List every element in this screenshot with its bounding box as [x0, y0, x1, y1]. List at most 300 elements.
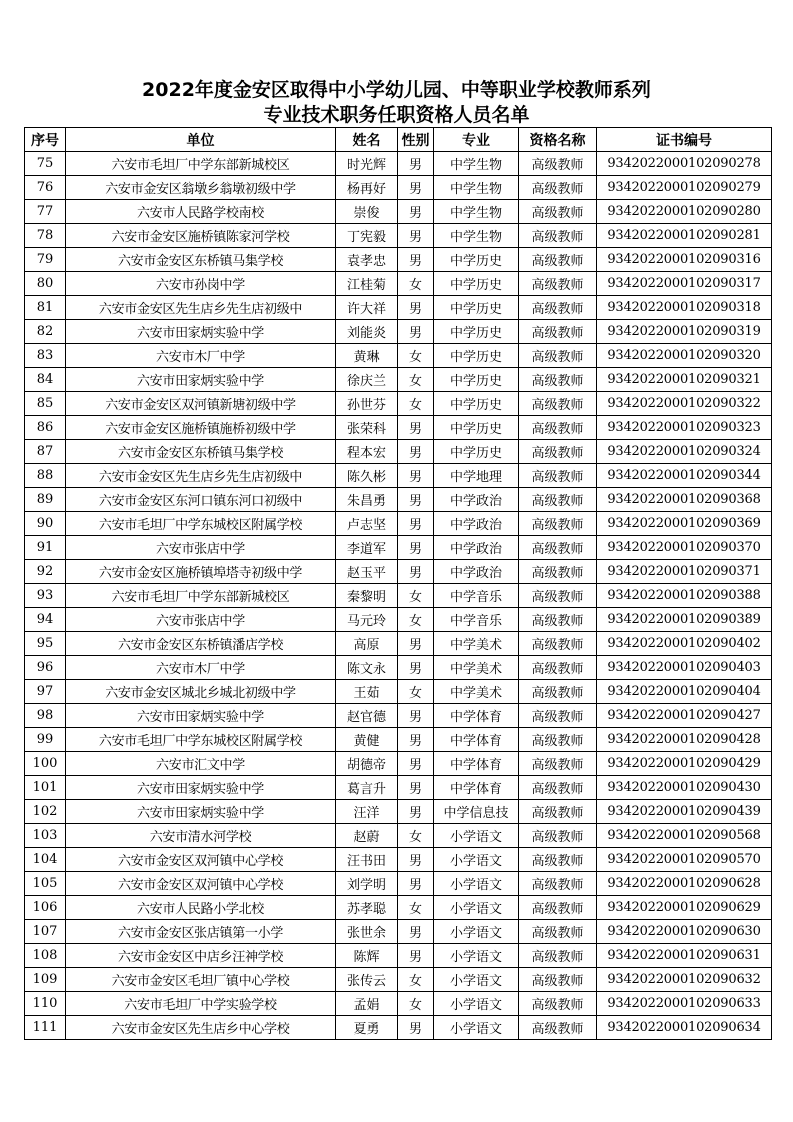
cell-qualification: 高级教师 [519, 152, 597, 176]
cell-certificate: 9342022000102090317 [597, 272, 772, 296]
cell-gender: 男 [398, 560, 434, 584]
cell-unit: 六安市毛坦厂中学东城校区附属学校 [66, 728, 336, 752]
cell-seq: 110 [25, 992, 66, 1016]
cell-certificate: 9342022000102090324 [597, 440, 772, 464]
cell-name: 时光辉 [336, 152, 398, 176]
cell-qualification: 高级教师 [519, 560, 597, 584]
cell-qualification: 高级教师 [519, 320, 597, 344]
cell-seq: 93 [25, 584, 66, 608]
table-row [25, 152, 772, 176]
cell-unit: 六安市金安区施桥镇陈家河学校 [66, 224, 336, 248]
cell-qualification: 高级教师 [519, 968, 597, 992]
cell-unit: 六安市毛坦厂中学实验学校 [66, 992, 336, 1016]
cell-name: 袁孝忠 [336, 248, 398, 272]
cell-qualification: 高级教师 [519, 392, 597, 416]
cell-seq: 101 [25, 776, 66, 800]
document-title: 2022年度金安区取得中小学幼儿园、中等职业学校教师系列 [142, 79, 651, 101]
cell-name: 胡德帝 [336, 752, 398, 776]
cell-major: 中学体育 [434, 728, 519, 752]
table-row [25, 296, 772, 320]
cell-certificate: 9342022000102090320 [597, 344, 772, 368]
cell-certificate: 9342022000102090429 [597, 752, 772, 776]
cell-gender: 男 [398, 752, 434, 776]
table-row [25, 560, 772, 584]
cell-major: 小学语文 [434, 896, 519, 920]
cell-qualification: 高级教师 [519, 656, 597, 680]
cell-gender: 男 [398, 632, 434, 656]
cell-qualification: 高级教师 [519, 872, 597, 896]
cell-qualification: 高级教师 [519, 632, 597, 656]
cell-certificate: 9342022000102090388 [597, 584, 772, 608]
table-row [25, 992, 772, 1016]
cell-certificate: 9342022000102090322 [597, 392, 772, 416]
cell-unit: 六安市毛坦厂中学东部新城校区 [66, 152, 336, 176]
cell-gender: 男 [398, 536, 434, 560]
cell-gender: 女 [398, 344, 434, 368]
cell-major: 中学历史 [434, 248, 519, 272]
cell-name: 王茹 [336, 680, 398, 704]
table-row [25, 872, 772, 896]
cell-qualification: 高级教师 [519, 728, 597, 752]
cell-seq: 81 [25, 296, 66, 320]
table-body [25, 152, 772, 1040]
cell-qualification: 高级教师 [519, 248, 597, 272]
cell-seq: 88 [25, 464, 66, 488]
cell-major: 中学历史 [434, 320, 519, 344]
cell-major: 小学语文 [434, 872, 519, 896]
cell-certificate: 9342022000102090428 [597, 728, 772, 752]
header-qualification: 资格名称 [519, 128, 597, 152]
cell-certificate: 9342022000102090632 [597, 968, 772, 992]
cell-certificate: 9342022000102090319 [597, 320, 772, 344]
cell-unit: 六安市金安区东桥镇潘店学校 [66, 632, 336, 656]
table-row [25, 392, 772, 416]
cell-qualification: 高级教师 [519, 848, 597, 872]
cell-major: 中学历史 [434, 392, 519, 416]
cell-certificate: 9342022000102090402 [597, 632, 772, 656]
cell-certificate: 9342022000102090628 [597, 872, 772, 896]
cell-gender: 男 [398, 440, 434, 464]
cell-certificate: 9342022000102090370 [597, 536, 772, 560]
cell-name: 孟娟 [336, 992, 398, 1016]
cell-gender: 女 [398, 968, 434, 992]
cell-unit: 六安市张店中学 [66, 536, 336, 560]
table-row [25, 488, 772, 512]
cell-qualification: 高级教师 [519, 488, 597, 512]
cell-seq: 96 [25, 656, 66, 680]
cell-seq: 95 [25, 632, 66, 656]
table-row [25, 512, 772, 536]
cell-unit: 六安市田家炳实验中学 [66, 704, 336, 728]
cell-certificate: 9342022000102090631 [597, 944, 772, 968]
cell-seq: 91 [25, 536, 66, 560]
cell-unit: 六安市金安区中店乡汪神学校 [66, 944, 336, 968]
cell-certificate: 9342022000102090278 [597, 152, 772, 176]
cell-certificate: 9342022000102090629 [597, 896, 772, 920]
cell-name: 张荣科 [336, 416, 398, 440]
cell-unit: 六安市张店中学 [66, 608, 336, 632]
cell-name: 高原 [336, 632, 398, 656]
cell-unit: 六安市人民路小学北校 [66, 896, 336, 920]
cell-unit: 六安市金安区双河镇中心学校 [66, 848, 336, 872]
cell-unit: 六安市金安区东桥镇马集学校 [66, 440, 336, 464]
cell-qualification: 高级教师 [519, 920, 597, 944]
cell-gender: 男 [398, 512, 434, 536]
table-row [25, 800, 772, 824]
cell-seq: 97 [25, 680, 66, 704]
cell-certificate: 9342022000102090369 [597, 512, 772, 536]
cell-major: 小学语文 [434, 824, 519, 848]
cell-qualification: 高级教师 [519, 536, 597, 560]
table-row [25, 752, 772, 776]
cell-qualification: 高级教师 [519, 824, 597, 848]
cell-major: 中学音乐 [434, 608, 519, 632]
cell-major: 小学语文 [434, 920, 519, 944]
cell-major: 中学信息技 [434, 800, 519, 824]
cell-name: 卢志坚 [336, 512, 398, 536]
cell-seq: 109 [25, 968, 66, 992]
cell-name: 陈文永 [336, 656, 398, 680]
table-row [25, 416, 772, 440]
cell-gender: 男 [398, 176, 434, 200]
table-row [25, 1016, 772, 1040]
cell-seq: 87 [25, 440, 66, 464]
cell-seq: 84 [25, 368, 66, 392]
cell-seq: 75 [25, 152, 66, 176]
cell-major: 中学历史 [434, 344, 519, 368]
cell-unit: 六安市金安区施桥镇施桥初级中学 [66, 416, 336, 440]
cell-major: 中学生物 [434, 224, 519, 248]
cell-qualification: 高级教师 [519, 896, 597, 920]
cell-qualification: 高级教师 [519, 752, 597, 776]
cell-certificate: 9342022000102090279 [597, 176, 772, 200]
cell-name: 李道军 [336, 536, 398, 560]
cell-seq: 98 [25, 704, 66, 728]
cell-seq: 89 [25, 488, 66, 512]
cell-seq: 76 [25, 176, 66, 200]
cell-name: 陈辉 [336, 944, 398, 968]
cell-name: 许大祥 [336, 296, 398, 320]
cell-seq: 85 [25, 392, 66, 416]
cell-gender: 男 [398, 296, 434, 320]
cell-unit: 六安市金安区东河口镇东河口初级中 [66, 488, 336, 512]
cell-qualification: 高级教师 [519, 944, 597, 968]
cell-qualification: 高级教师 [519, 296, 597, 320]
cell-gender: 男 [398, 488, 434, 512]
table-row [25, 584, 772, 608]
cell-name: 张世余 [336, 920, 398, 944]
cell-name: 赵玉平 [336, 560, 398, 584]
cell-gender: 女 [398, 896, 434, 920]
cell-gender: 男 [398, 152, 434, 176]
cell-certificate: 9342022000102090316 [597, 248, 772, 272]
cell-name: 苏孝聪 [336, 896, 398, 920]
table-row [25, 848, 772, 872]
cell-name: 朱昌勇 [336, 488, 398, 512]
cell-seq: 82 [25, 320, 66, 344]
cell-name: 孙世芬 [336, 392, 398, 416]
table-row [25, 728, 772, 752]
cell-seq: 102 [25, 800, 66, 824]
cell-major: 中学美术 [434, 632, 519, 656]
cell-major: 中学历史 [434, 272, 519, 296]
table-row [25, 824, 772, 848]
cell-unit: 六安市金安区先生店乡先生店初级中 [66, 464, 336, 488]
cell-unit: 六安市田家炳实验中学 [66, 800, 336, 824]
header-gender: 性别 [398, 128, 434, 152]
cell-major: 小学语文 [434, 968, 519, 992]
cell-seq: 90 [25, 512, 66, 536]
cell-seq: 83 [25, 344, 66, 368]
table-row [25, 368, 772, 392]
cell-unit: 六安市金安区双河镇中心学校 [66, 872, 336, 896]
cell-seq: 111 [25, 1016, 66, 1040]
table-row [25, 704, 772, 728]
cell-name: 刘能炎 [336, 320, 398, 344]
cell-certificate: 9342022000102090403 [597, 656, 772, 680]
cell-unit: 六安市毛坦厂中学东部新城校区 [66, 584, 336, 608]
cell-unit: 六安市毛坦厂中学东城校区附属学校 [66, 512, 336, 536]
table-row [25, 608, 772, 632]
cell-gender: 男 [398, 200, 434, 224]
table-row [25, 968, 772, 992]
cell-seq: 100 [25, 752, 66, 776]
cell-seq: 77 [25, 200, 66, 224]
cell-unit: 六安市金安区毛坦厂镇中心学校 [66, 968, 336, 992]
table-row [25, 920, 772, 944]
cell-certificate: 9342022000102090321 [597, 368, 772, 392]
cell-gender: 男 [398, 464, 434, 488]
cell-gender: 女 [398, 584, 434, 608]
table-row [25, 656, 772, 680]
cell-certificate: 9342022000102090344 [597, 464, 772, 488]
cell-qualification: 高级教师 [519, 992, 597, 1016]
cell-qualification: 高级教师 [519, 704, 597, 728]
cell-qualification: 高级教师 [519, 680, 597, 704]
cell-qualification: 高级教师 [519, 200, 597, 224]
cell-seq: 94 [25, 608, 66, 632]
cell-gender: 男 [398, 224, 434, 248]
cell-name: 张传云 [336, 968, 398, 992]
cell-qualification: 高级教师 [519, 1016, 597, 1040]
cell-gender: 男 [398, 848, 434, 872]
cell-seq: 79 [25, 248, 66, 272]
cell-major: 中学地理 [434, 464, 519, 488]
table-row [25, 944, 772, 968]
cell-gender: 男 [398, 704, 434, 728]
cell-major: 中学政治 [434, 560, 519, 584]
cell-qualification: 高级教师 [519, 416, 597, 440]
cell-gender: 男 [398, 920, 434, 944]
cell-major: 中学政治 [434, 512, 519, 536]
table-row [25, 440, 772, 464]
cell-major: 中学历史 [434, 416, 519, 440]
table-row [25, 200, 772, 224]
cell-major: 中学体育 [434, 752, 519, 776]
cell-unit: 六安市金安区双河镇新塘初级中学 [66, 392, 336, 416]
cell-qualification: 高级教师 [519, 608, 597, 632]
cell-unit: 六安市田家炳实验中学 [66, 776, 336, 800]
cell-certificate: 9342022000102090634 [597, 1016, 772, 1040]
cell-gender: 女 [398, 824, 434, 848]
cell-certificate: 9342022000102090371 [597, 560, 772, 584]
table-row [25, 464, 772, 488]
cell-certificate: 9342022000102090630 [597, 920, 772, 944]
cell-gender: 男 [398, 728, 434, 752]
cell-unit: 六安市汇文中学 [66, 752, 336, 776]
cell-major: 中学体育 [434, 776, 519, 800]
cell-gender: 男 [398, 320, 434, 344]
cell-certificate: 9342022000102090568 [597, 824, 772, 848]
cell-major: 中学历史 [434, 440, 519, 464]
cell-certificate: 9342022000102090318 [597, 296, 772, 320]
cell-gender: 男 [398, 248, 434, 272]
cell-unit: 六安市田家炳实验中学 [66, 368, 336, 392]
roster-table [24, 127, 772, 1040]
cell-name: 汪书田 [336, 848, 398, 872]
cell-name: 秦黎明 [336, 584, 398, 608]
table-row [25, 224, 772, 248]
cell-qualification: 高级教师 [519, 176, 597, 200]
cell-seq: 107 [25, 920, 66, 944]
cell-unit: 六安市人民路学校南校 [66, 200, 336, 224]
cell-gender: 女 [398, 992, 434, 1016]
cell-major: 中学体育 [434, 704, 519, 728]
table-row [25, 272, 772, 296]
cell-seq: 92 [25, 560, 66, 584]
cell-seq: 78 [25, 224, 66, 248]
cell-gender: 男 [398, 944, 434, 968]
header-seq: 序号 [25, 128, 66, 152]
cell-major: 小学语文 [434, 848, 519, 872]
cell-major: 小学语文 [434, 1016, 519, 1040]
cell-major: 中学生物 [434, 200, 519, 224]
cell-certificate: 9342022000102090633 [597, 992, 772, 1016]
table-row [25, 632, 772, 656]
cell-major: 小学语文 [434, 992, 519, 1016]
cell-gender: 男 [398, 776, 434, 800]
cell-qualification: 高级教师 [519, 464, 597, 488]
table-row [25, 536, 772, 560]
cell-gender: 男 [398, 656, 434, 680]
cell-qualification: 高级教师 [519, 368, 597, 392]
cell-seq: 106 [25, 896, 66, 920]
cell-qualification: 高级教师 [519, 272, 597, 296]
cell-name: 杨再好 [336, 176, 398, 200]
cell-major: 中学政治 [434, 488, 519, 512]
cell-major: 中学生物 [434, 176, 519, 200]
cell-qualification: 高级教师 [519, 776, 597, 800]
cell-seq: 99 [25, 728, 66, 752]
table-header-row [25, 128, 772, 152]
cell-name: 程本宏 [336, 440, 398, 464]
cell-certificate: 9342022000102090439 [597, 800, 772, 824]
cell-seq: 103 [25, 824, 66, 848]
cell-qualification: 高级教师 [519, 512, 597, 536]
cell-name: 汪洋 [336, 800, 398, 824]
cell-name: 徐庆兰 [336, 368, 398, 392]
cell-unit: 六安市金安区先生店乡先生店初级中 [66, 296, 336, 320]
table-row [25, 680, 772, 704]
cell-major: 中学历史 [434, 368, 519, 392]
cell-gender: 女 [398, 608, 434, 632]
cell-unit: 六安市金安区先生店乡中心学校 [66, 1016, 336, 1040]
cell-name: 崇俊 [336, 200, 398, 224]
cell-name: 马元玲 [336, 608, 398, 632]
cell-name: 赵官德 [336, 704, 398, 728]
cell-certificate: 9342022000102090570 [597, 848, 772, 872]
cell-name: 陈久彬 [336, 464, 398, 488]
cell-gender: 女 [398, 272, 434, 296]
cell-major: 中学生物 [434, 152, 519, 176]
header-name: 姓名 [336, 128, 398, 152]
cell-unit: 六安市田家炳实验中学 [66, 320, 336, 344]
cell-gender: 女 [398, 680, 434, 704]
cell-qualification: 高级教师 [519, 440, 597, 464]
table-row [25, 176, 772, 200]
cell-qualification: 高级教师 [519, 584, 597, 608]
cell-gender: 男 [398, 416, 434, 440]
cell-qualification: 高级教师 [519, 800, 597, 824]
table-row [25, 344, 772, 368]
cell-name: 丁宪毅 [336, 224, 398, 248]
cell-name: 黄健 [336, 728, 398, 752]
cell-name: 江桂菊 [336, 272, 398, 296]
cell-major: 小学语文 [434, 944, 519, 968]
header-certificate: 证书编号 [597, 128, 772, 152]
cell-unit: 六安市木厂中学 [66, 344, 336, 368]
cell-certificate: 9342022000102090281 [597, 224, 772, 248]
cell-name: 刘学明 [336, 872, 398, 896]
cell-certificate: 9342022000102090389 [597, 608, 772, 632]
cell-seq: 104 [25, 848, 66, 872]
cell-unit: 六安市金安区张店镇第一小学 [66, 920, 336, 944]
cell-unit: 六安市金安区城北乡城北初级中学 [66, 680, 336, 704]
cell-certificate: 9342022000102090368 [597, 488, 772, 512]
cell-unit: 六安市孙岗中学 [66, 272, 336, 296]
cell-certificate: 9342022000102090280 [597, 200, 772, 224]
cell-seq: 80 [25, 272, 66, 296]
cell-certificate: 9342022000102090427 [597, 704, 772, 728]
cell-unit: 六安市木厂中学 [66, 656, 336, 680]
cell-major: 中学美术 [434, 656, 519, 680]
cell-unit: 六安市金安区东桥镇马集学校 [66, 248, 336, 272]
cell-unit: 六安市清水河学校 [66, 824, 336, 848]
cell-certificate: 9342022000102090430 [597, 776, 772, 800]
table-row [25, 248, 772, 272]
header-unit: 单位 [66, 128, 336, 152]
cell-qualification: 高级教师 [519, 224, 597, 248]
cell-unit: 六安市金安区翁墩乡翁墩初级中学 [66, 176, 336, 200]
cell-major: 中学音乐 [434, 584, 519, 608]
table-row [25, 896, 772, 920]
cell-name: 黄琳 [336, 344, 398, 368]
cell-seq: 108 [25, 944, 66, 968]
cell-major: 中学美术 [434, 680, 519, 704]
cell-gender: 男 [398, 872, 434, 896]
cell-name: 夏勇 [336, 1016, 398, 1040]
cell-name: 葛言升 [336, 776, 398, 800]
cell-name: 赵蔚 [336, 824, 398, 848]
cell-seq: 86 [25, 416, 66, 440]
cell-qualification: 高级教师 [519, 344, 597, 368]
cell-gender: 男 [398, 800, 434, 824]
cell-gender: 女 [398, 368, 434, 392]
cell-certificate: 9342022000102090323 [597, 416, 772, 440]
cell-unit: 六安市金安区施桥镇埠塔寺初级中学 [66, 560, 336, 584]
header-major: 专业 [434, 128, 519, 152]
table-row [25, 776, 772, 800]
